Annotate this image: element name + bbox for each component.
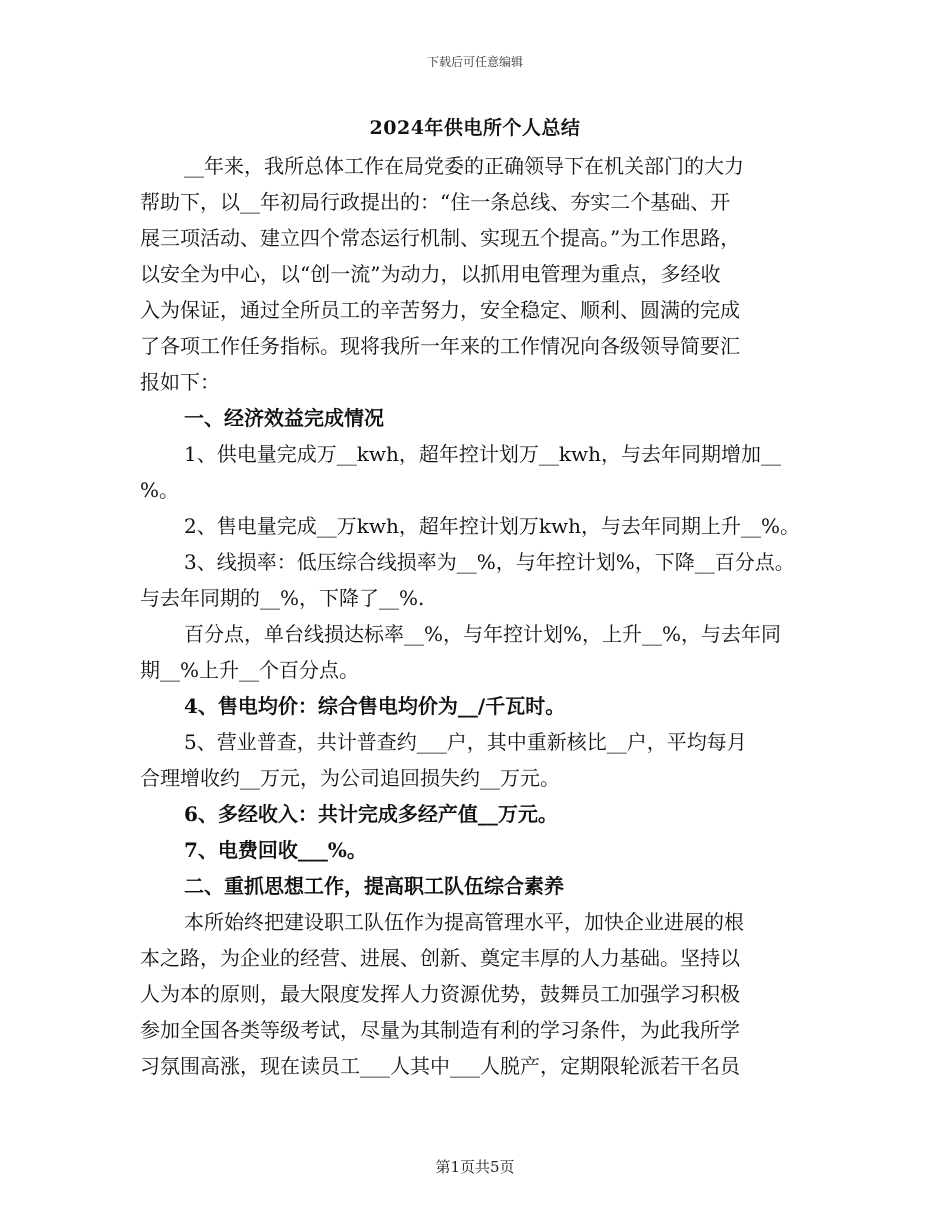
- body-text-line: 3、线损率：低压综合线损率为__%，与年控计划%，下降__百分点。: [184, 550, 795, 574]
- document-body: [140, 148, 822, 1084]
- body-text-line: 参加全国各类等级考试，尽量为其制造有利的学习条件，为此我所学: [140, 1018, 740, 1042]
- page-header: 下载后可任意编辑: [426, 55, 523, 69]
- document-title: 2024年供电所个人总结: [369, 117, 581, 139]
- section-heading-line: 6、多经收入：共计完成多经产值__万元。: [184, 802, 558, 826]
- body-text-line: 期__%上升__个百分点。: [140, 658, 360, 682]
- section-heading-line: 二、重抓思想工作，提高职工队伍综合素养: [184, 874, 564, 898]
- body-text-line: 2、售电量完成__万kwh，超年控计划万kwh，与去年同期上升__%。: [184, 514, 800, 538]
- body-text-line: __年来，我所总体工作在局党委的正确领导下在机关部门的大力: [184, 154, 744, 178]
- body-text-line: 百分点，单台线损达标率__%，与年控计划%，上升__%，与去年同: [184, 622, 782, 646]
- body-text-line: 展三项活动、建立四个常态运行机制、实现五个提高。”为工作思路，: [140, 226, 741, 250]
- body-text-line: 与去年同期的__%，下降了__%.: [140, 586, 425, 610]
- body-text-line: 人为本的原则，最大限度发挥人力资源优势，鼓舞员工加强学习积极: [140, 982, 740, 1006]
- page-footer: 第1页共5页: [435, 1158, 515, 1176]
- body-text-line: 报如下：: [140, 370, 220, 394]
- section-heading-line: 7、电费回收___%。: [184, 838, 367, 862]
- body-text-line: 1、供电量完成万__kwh，超年控计划万__kwh，与去年同期增加__: [184, 442, 781, 466]
- section-heading-line: 4、售电均价：综合售电均价为__/千瓦时。: [184, 694, 566, 718]
- body-text-line: 本之路，为企业的经营、进展、创新、奠定丰厚的人力基础。坚持以: [140, 946, 740, 970]
- body-text-line: 入为保证，通过全所员工的辛苦努力，安全稳定、顺利、圆满的完成: [140, 298, 740, 322]
- body-text-line: 习氛围高涨，现在读员工___人其中___人脱产，定期限轮派若干名员: [140, 1054, 740, 1078]
- body-text-line: 以安全为中心，以“创一流”为动力，以抓用电管理为重点，多经收: [140, 262, 721, 286]
- section-heading-line: 一、经济效益完成情况: [184, 406, 384, 430]
- body-text-line: 合理增收约__万元，为公司追回损失约__万元。: [140, 766, 560, 790]
- body-text-line: 了各项工作任务指标。现将我所一年来的工作情况向各级领导简要汇: [140, 334, 740, 358]
- body-text-line: 帮助下，以__年初局行政提出的：“住一条总线、夯实二个基础、开: [140, 190, 731, 214]
- body-text-line: 5、营业普查，共计普查约___户，其中重新核比__户，平均每月: [184, 730, 747, 754]
- body-text-line: 本所始终把建设职工队伍作为提高管理水平，加快企业进展的根: [184, 910, 744, 934]
- body-text-line: %。: [140, 478, 180, 502]
